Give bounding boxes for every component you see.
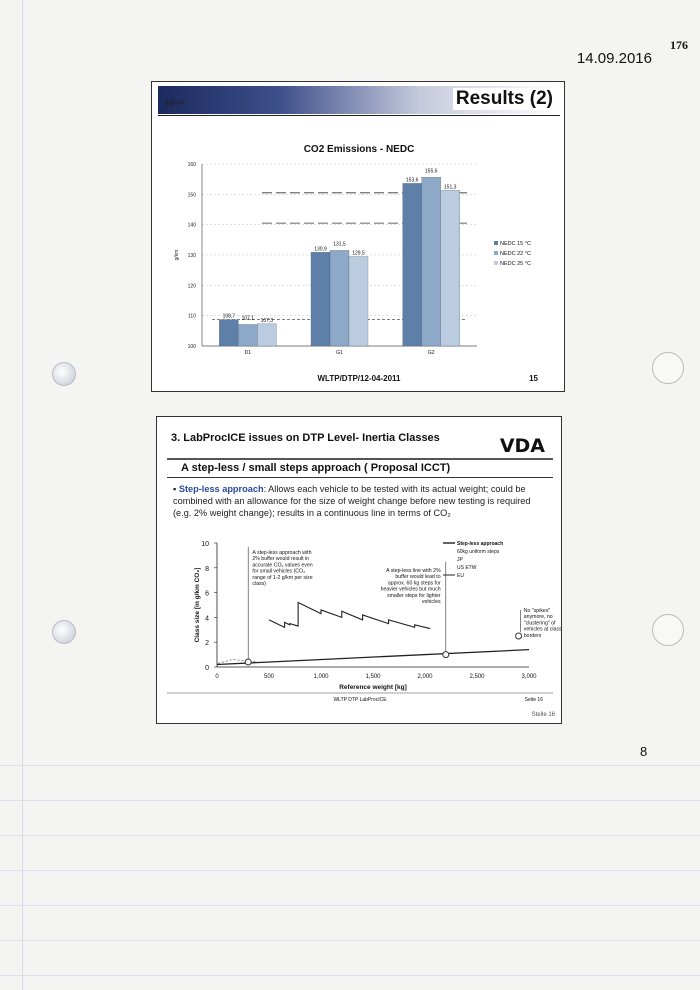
bar <box>403 183 422 346</box>
legend-label: JP <box>457 557 463 563</box>
x-tick-label: 1,000 <box>313 674 329 680</box>
bar <box>422 177 441 346</box>
legend-label: NEDC 15 °C <box>500 241 531 247</box>
data-label: 155,6 <box>424 168 438 175</box>
legend-label: EU <box>457 573 464 579</box>
note-line: accurate CO₂ values even <box>252 562 313 569</box>
note-line: anymore, no <box>523 614 553 621</box>
x-tick-label: 1,500 <box>365 674 381 680</box>
y-tick-label: 120 <box>187 283 196 290</box>
slide-footer-right: Seite 16 <box>524 697 543 703</box>
y-tick-label: 130 <box>187 253 196 259</box>
vda-logo: VDA <box>499 435 545 457</box>
class-size-chart <box>157 417 563 717</box>
bullet-point: ▪ Step-less approach: Allows each vehicle to be tested with its actual weight; could be combined with an allowance for the size of weight change before new testing is required (e.g. 2% weight change); results in a continuous line in terms of CO₂ <box>173 484 531 518</box>
margin-line <box>22 0 23 990</box>
data-label: 130,9 <box>314 246 327 253</box>
y-tick-label: 6 <box>205 590 209 598</box>
slide-title: Results (2) <box>453 88 556 110</box>
legend-label: NEDC 25 °C <box>500 261 531 267</box>
x-tick-label: G2 <box>427 350 435 356</box>
ruled-line <box>0 870 700 871</box>
x-tick-label: 3,000 <box>521 674 537 680</box>
circle-marker <box>516 633 522 639</box>
punch-hole <box>652 614 684 646</box>
note-line: vehicles <box>421 599 441 605</box>
punch-hole <box>652 352 684 384</box>
data-label: 108,7 <box>222 313 236 320</box>
bar <box>311 252 330 346</box>
corner-page-number: 176 <box>670 38 688 52</box>
co2-bar-chart <box>152 82 566 393</box>
slide-footer: WLTP/DTP/12-04-2011 <box>317 374 401 383</box>
data-label: 151,3 <box>443 184 457 191</box>
annotation-no-spikes <box>524 608 562 639</box>
note-line: approx. 60 kg steps for <box>387 580 441 587</box>
note-line: for small vehicles (CO₂ <box>252 568 306 575</box>
bullet-lead: Step-less approach <box>178 484 264 494</box>
bar <box>441 190 460 346</box>
ruled-line <box>0 835 700 836</box>
y-tick-label: 0 <box>205 665 209 672</box>
note-line: range of 1-2 g/km per size <box>252 574 313 581</box>
x-tick-label: G1 <box>336 350 343 356</box>
chart-title: CO2 Emissions - NEDC <box>303 144 415 155</box>
data-label: 107,3 <box>260 317 274 324</box>
legend-swatch <box>494 251 498 255</box>
y-tick-label: 160 <box>187 162 196 168</box>
data-label: 153,6 <box>405 177 419 184</box>
document-date: 14.09.2016 <box>576 50 652 67</box>
x-tick-label: 2,000 <box>417 674 433 680</box>
note-line: No "spikes" <box>523 608 551 614</box>
data-label: 107,1 <box>241 315 255 322</box>
y-tick-label: 140 <box>187 222 196 229</box>
y-axis-label: Class size [in g/km CO₂] <box>194 567 201 643</box>
note-line: A step-less approach with <box>252 550 312 556</box>
slide-subtitle: A step-less / small steps approach ( Proposal ICCT) <box>181 462 451 474</box>
bar <box>330 250 349 346</box>
company-logo: ᵃ∕ıʳᵃᶜ <box>164 98 185 110</box>
bar <box>238 324 257 346</box>
y-tick-label: 10 <box>201 541 209 548</box>
bar <box>257 324 276 346</box>
annotation-stepless <box>252 550 312 587</box>
ruled-line <box>0 905 700 906</box>
punch-hole <box>52 362 76 386</box>
ruled-line <box>0 975 700 976</box>
legend-label: Step-less approach <box>457 541 504 547</box>
note-line: class) <box>252 581 266 587</box>
note-line: "clustering" of <box>523 620 556 627</box>
page-number: 8 <box>640 744 648 759</box>
step-less-line <box>217 650 529 665</box>
y-axis-label: g/km <box>174 249 180 261</box>
y-tick-label: 8 <box>205 565 209 573</box>
ruled-line <box>0 940 700 941</box>
jp-steps-line <box>269 603 430 629</box>
legend-label: NEDC 22 °C <box>500 251 531 257</box>
y-tick-label: 150 <box>187 192 196 199</box>
x-tick-label: 0 <box>215 674 219 680</box>
slide-results <box>151 81 565 392</box>
circle-marker <box>443 652 449 658</box>
y-tick-label: 100 <box>187 344 196 350</box>
bar <box>219 320 238 346</box>
legend-label: 60kg uniform steps <box>457 549 500 555</box>
slide-footer: WLTP DTP LabProcICE <box>333 697 387 703</box>
note-line: smaller steps for lighter <box>386 592 441 599</box>
legend-swatch <box>494 261 498 265</box>
ruled-line <box>0 800 700 801</box>
slide-number: 15 <box>529 374 538 383</box>
page-stamp: Stelle 16 <box>531 712 555 718</box>
bullet-text: : Allows each vehicle to be tested with its actual weight; could be combined with an allowance for the size of weight change before new testing is required (e.g. 2% weight change); results in a continuous line in terms of CO₂ <box>173 484 531 518</box>
note-line: buffer would lead to <box>395 574 441 581</box>
y-tick-label: 4 <box>205 615 209 623</box>
note-line: vehicles at class <box>523 626 562 633</box>
legend-swatch <box>494 241 498 245</box>
x-tick-label: 2,500 <box>469 674 485 680</box>
note-line: heavier vehicles but much <box>380 586 441 593</box>
circle-marker <box>245 659 251 665</box>
note-line: borders <box>523 632 542 639</box>
data-label: 129,5 <box>352 250 365 257</box>
y-tick-label: 2 <box>205 640 209 648</box>
annotation-step-line <box>381 568 441 605</box>
data-label: 131,5 <box>333 241 346 248</box>
x-axis-label: Reference weight [kg] <box>339 684 407 691</box>
note-line: 2% buffer would result in <box>252 556 310 563</box>
x-tick-label: 500 <box>263 674 275 680</box>
slide-inertia-classes <box>156 416 562 724</box>
slide-title: 3. LabProcICE issues on DTP Level- Inertia Classes <box>171 432 440 444</box>
punch-hole <box>52 620 76 644</box>
x-tick-label: D1 <box>244 350 252 356</box>
note-line: A step-less line with 2% <box>386 568 441 574</box>
y-tick-label: 110 <box>188 313 196 320</box>
bar <box>349 257 368 346</box>
ruled-line <box>0 765 700 766</box>
legend-label: US ETW <box>457 565 477 571</box>
